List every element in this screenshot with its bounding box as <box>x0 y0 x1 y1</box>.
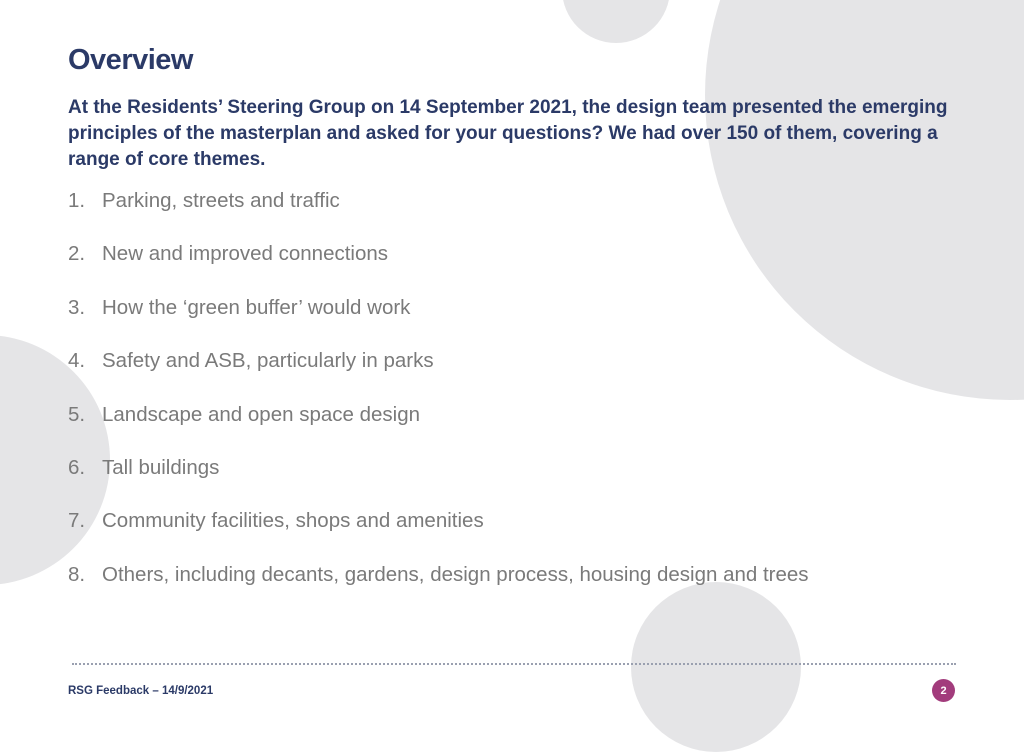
list-item-text: Others, including decants, gardens, design process, housing design and trees <box>102 562 809 586</box>
list-item-number: 8. <box>68 562 86 586</box>
list-item-number: 1. <box>68 189 86 212</box>
footer-label: RSG Feedback – 14/9/2021 <box>68 685 214 697</box>
list-item-number: 5. <box>68 402 86 426</box>
list-item <box>68 346 809 399</box>
list-item-text: Landscape and open space design <box>102 402 421 426</box>
list-item <box>68 453 809 506</box>
list-item <box>68 293 809 346</box>
list-item-text: Safety and ASB, particularly in parks <box>102 349 434 373</box>
footer-divider <box>72 663 956 665</box>
list-item-text: Tall buildings <box>102 455 220 479</box>
list-item-number: 3. <box>68 295 86 319</box>
list-item-number: 4. <box>68 349 86 373</box>
list-item-text: Community facilities, shops and amenities <box>102 509 484 533</box>
list-item <box>68 560 809 613</box>
list-item-text: Parking, streets and traffic <box>102 189 340 212</box>
list-item <box>68 400 809 453</box>
list-item <box>68 186 809 239</box>
list-item-number: 2. <box>68 242 86 266</box>
list-item <box>68 239 809 292</box>
slide-title: Overview <box>68 44 193 76</box>
list-item-text: How the ‘green buffer’ would work <box>102 295 411 319</box>
list-item-number: 7. <box>68 509 86 533</box>
list-item <box>68 506 809 559</box>
themes-list <box>68 186 809 613</box>
list-item-text: New and improved connections <box>102 242 389 266</box>
list-item-number: 6. <box>68 455 86 479</box>
intro-paragraph: At the Residents’ Steering Group on 14 September 2021, the design team presented the emerging principles of the masterplan and asked for your questions? We had over 150 of them, covering a range of core themes. <box>68 97 948 170</box>
page-number-badge: 2 <box>932 679 955 702</box>
